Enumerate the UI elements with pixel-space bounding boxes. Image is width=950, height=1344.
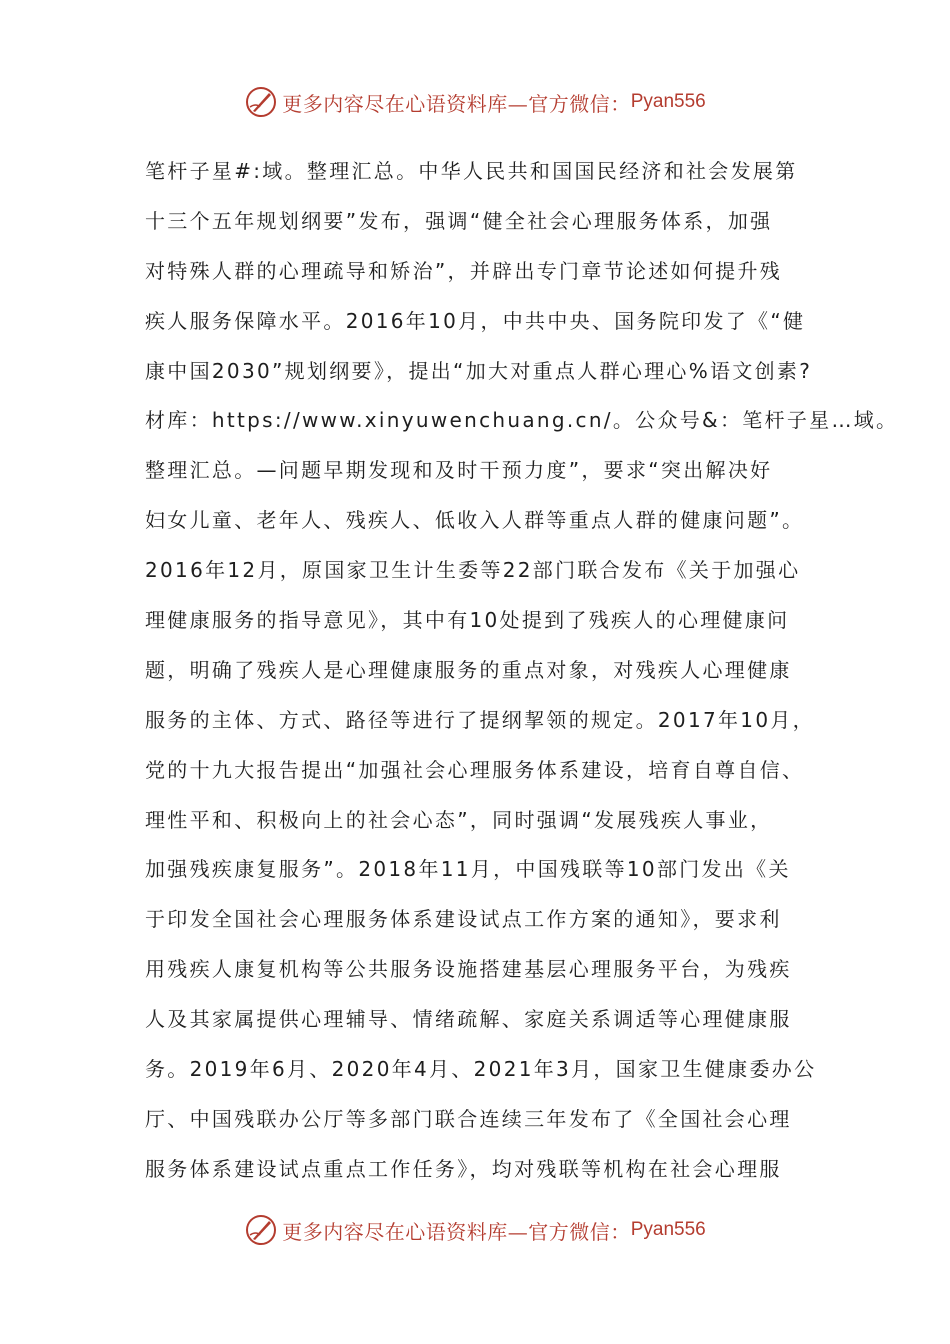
body-line: 对特殊人群的心理疏导和矫治”，并辟出专门章节论述如何提升残: [145, 258, 783, 283]
header-banner: [0, 82, 950, 122]
body-line: 整理汇总。—问题早期发现和及时干预力度”，要求“突出解决好: [145, 458, 773, 483]
header-banner-text: 更多内容尽在心语资料库—官方微信：: [282, 91, 631, 116]
body-line: 2016年12月，原国家卫生计生委等22部门联合发布《关于加强心: [145, 558, 801, 583]
body-line: 康中国2030”规划纲要》，提出“加大对重点人群心理心%语文创素?: [145, 358, 813, 383]
body-line: 务。2019年6月、2020年4月、2021年3月，国家卫生健康委办公: [145, 1057, 817, 1082]
body-line: 笔杆子星#:域。整理汇总。中华人民共和国国民经济和社会发展第: [145, 159, 798, 183]
body-line: 理性平和、积极向上的社会心态”，同时强调“发展残疾人事业，: [145, 807, 773, 832]
header-wechat-id: Pyan556: [630, 91, 706, 112]
footer-wechat-id: Pyan556: [630, 1219, 706, 1240]
body-line: 党的十九大报告提出“加强社会心理服务体系建设，培育自尊自信、: [145, 757, 805, 782]
footer-banner-text: 更多内容尽在心语资料库—官方微信：: [282, 1219, 631, 1244]
quill-logo-icon: [244, 85, 278, 119]
body-line: 厅、中国残联办公厅等多部门联合连续三年发布了《全国社会心理: [145, 1106, 792, 1131]
body-line: 服务的主体、方式、路径等进行了提纲挈领的规定。2017年10月，: [145, 707, 815, 732]
footer-banner: [0, 1210, 950, 1250]
body-line: 十三个五年规划纲要”发布，强调“健全社会心理服务体系，加强: [145, 208, 773, 233]
body-line: 疾人服务保障水平。2016年10月，中共中央、国务院印发了《“健: [145, 308, 806, 333]
body-line: 材库：https://www.xinyuwenchuang.cn/。公众号&：笔杆子星…域。: [145, 408, 899, 433]
body-line: 加强残疾康复服务”。2018年11月，中国残联等10部门发出《关: [145, 857, 791, 882]
body-line: 服务体系建设试点重点工作任务》，均对残联等机构在社会心理服: [145, 1156, 782, 1181]
body-line: 人及其家属提供心理辅导、情绪疏解、家庭关系调适等心理健康服: [145, 1007, 792, 1032]
quill-logo-icon: [244, 1213, 278, 1247]
body-line: 妇女儿童、老年人、残疾人、低收入人群等重点人群的健康问题”。: [145, 508, 805, 533]
body-line: 用残疾人康复机构等公共服务设施搭建基层心理服务平台，为残疾: [145, 957, 792, 982]
body-line: 题，明确了残疾人是心理健康服务的重点对象，对残疾人心理健康: [145, 657, 792, 682]
body-line: 于印发全国社会心理服务体系建设试点工作方案的通知》，要求利: [145, 907, 782, 932]
document-body: [145, 147, 899, 1195]
body-line: 理健康服务的指导意见》，其中有10处提到了残疾人的心理健康问: [145, 608, 790, 633]
